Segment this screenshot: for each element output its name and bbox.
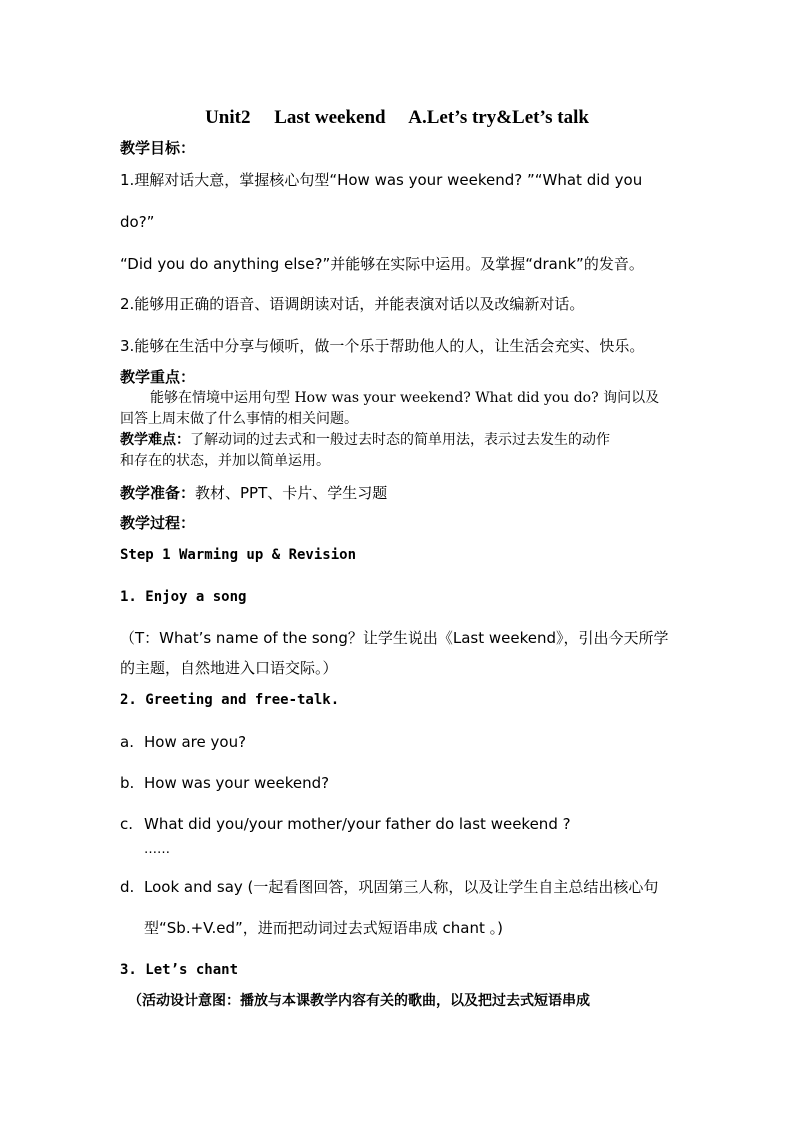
objective-1-cont: do?”: [120, 213, 155, 231]
list-label-d: d.: [120, 878, 135, 896]
list-item-c-more: ……: [144, 842, 170, 857]
difficulties-line-2: 和存在的状态，并加以简单运用。: [120, 453, 330, 469]
process-heading: 教学过程：: [120, 514, 196, 532]
difficulties-line-1: [120, 430, 680, 450]
difficulties-heading: 教学难点：: [120, 432, 190, 448]
list-label-c: c.: [120, 815, 134, 833]
difficulties-text: 了解动词的过去式和一般过去时态的简单用法，表示过去发生的动作: [190, 432, 610, 448]
step-1-heading: Step 1 Warming up & Revision: [120, 547, 357, 563]
list-item-d-line-2: 型“Sb.+V.ed”，进而把动词过去式短语串成 chant 。): [144, 919, 503, 937]
objective-1: 1.理解对话大意，掌握核心句型“How was your weekend? ”“What did you: [120, 171, 643, 189]
preparation-text: 教材、PPT、卡片、学生习题: [195, 484, 388, 502]
key-points-line-1: 能够在情境中运用句型 How was your weekend? What did you do? 询问以及: [150, 390, 660, 406]
item-3-note: （活动设计意图：播放与本课教学内容有关的歌曲，以及把过去式短语串成: [128, 993, 590, 1009]
item-1-heading: 1. Enjoy a song: [120, 589, 247, 605]
objective-2: 2.能够用正确的语音、语调朗读对话，并能表演对话以及改编新对话。: [120, 295, 585, 313]
key-points-line-2: 回答上周末做了什么事情的相关问题。: [120, 411, 358, 427]
list-label-a: a.: [120, 733, 134, 751]
item-1-note-line-1: （T：What’s name of the song？让学生说出《Last weekend》，引出今天所学: [120, 629, 669, 647]
list-item-c: What did you/your mother/your father do last weekend ?: [144, 815, 571, 833]
objective-1-cont2: “Did you do anything else?”并能够在实际中运用。及掌握“drank”的发音。: [120, 255, 644, 273]
list-label-b: b.: [120, 774, 135, 792]
preparation-heading: 教学准备：: [120, 484, 196, 502]
key-points-heading: 教学重点：: [120, 368, 196, 386]
list-item-a: How are you?: [144, 733, 247, 751]
item-2-heading: 2. Greeting and free-talk.: [120, 692, 340, 708]
item-3-heading: 3. Let’s chant: [120, 962, 239, 978]
document-title: Unit2 Last weekend A.Let’s try&Let’s talk: [205, 107, 589, 128]
list-item-d-line-1: Look and say (一起看图回答，巩固第三人称，以及让学生自主总结出核心句: [144, 878, 659, 896]
preparation-line: [120, 483, 680, 503]
list-item-b: How was your weekend?: [144, 774, 330, 792]
item-1-note-line-2: 的主题，自然地进入口语交际。）: [120, 659, 338, 677]
objective-3: 3.能够在生活中分享与倾听，做一个乐于帮助他人的人，让生活会充实、快乐。: [120, 337, 645, 355]
objectives-heading: 教学目标：: [120, 139, 196, 157]
